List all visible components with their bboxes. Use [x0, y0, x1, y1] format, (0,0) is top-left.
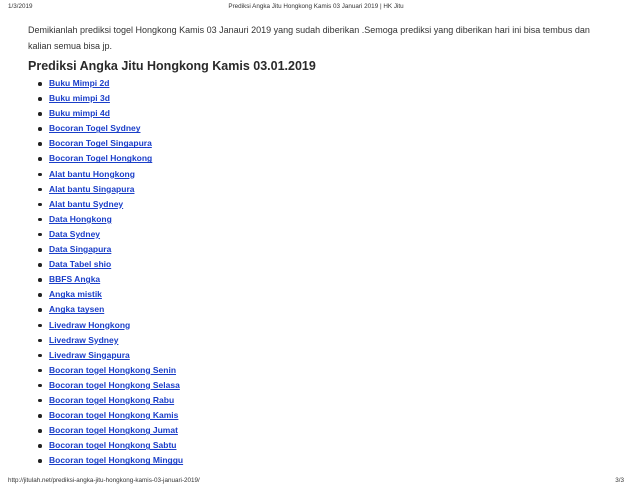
list-item	[34, 348, 183, 363]
list-item	[34, 287, 183, 302]
intro-paragraph: Demikianlah prediksi togel Hongkong Kamis 03 Janauri 2019 yang sudah diberikan .Semoga prediksi yang diberikan hari ini bisa tembus dan kalian semua bisa jp.	[28, 25, 590, 51]
link-buku-mimpi-2d[interactable]: Buku Mimpi 2d	[49, 78, 110, 88]
list-item	[34, 393, 183, 408]
list-item	[34, 167, 183, 182]
list-item	[34, 318, 183, 333]
link-data-hongkong[interactable]: Data Hongkong	[49, 213, 112, 224]
link-livedraw-singapura[interactable]: Livedraw Singapura	[49, 349, 130, 360]
list-item	[34, 212, 183, 227]
link-bocoran-hongkong-sabtu[interactable]: Bocoran togel Hongkong Sabtu	[49, 440, 177, 451]
list-item	[34, 453, 183, 468]
link-list	[34, 76, 183, 468]
list-item	[34, 378, 183, 393]
list-item	[34, 182, 183, 197]
link-buku-mimpi-3d[interactable]: Buku mimpi 3d	[49, 93, 110, 104]
list-item	[34, 197, 183, 212]
list-item	[34, 91, 183, 106]
link-bocoran-hongkong-minggu[interactable]: Bocoran togel Hongkong Minggu	[49, 455, 184, 466]
list-item	[34, 272, 183, 287]
list-item	[34, 423, 183, 438]
list-item	[34, 257, 183, 272]
print-header	[8, 3, 624, 13]
link-bocoran-hongkong-kamis[interactable]: Bocoran togel Hongkong Kamis	[49, 410, 179, 421]
list-item	[34, 333, 183, 348]
link-data-tabel-shio[interactable]: Data Tabel shio	[49, 259, 112, 270]
link-bocoran-hongkong-selasa[interactable]: Bocoran togel Hongkong Selasa	[49, 379, 180, 390]
link-bocoran-hongkong-jumat[interactable]: Bocoran togel Hongkong Jumat	[49, 425, 178, 436]
list-item	[34, 242, 183, 257]
link-bocoran-togel-sydney[interactable]: Bocoran Togel Sydney	[49, 123, 141, 134]
link-livedraw-sydney[interactable]: Livedraw Sydney	[49, 334, 119, 345]
link-bbfs-angka[interactable]: BBFS Angka	[49, 274, 101, 285]
list-item	[34, 438, 183, 453]
link-bocoran-togel-hongkong[interactable]: Bocoran Togel Hongkong	[49, 153, 153, 164]
print-page-number: 3/3	[615, 477, 624, 484]
link-alat-bantu-hongkong[interactable]: Alat bantu Hongkong	[49, 168, 135, 179]
link-buku-mimpi-4d[interactable]: Buku mimpi 4d	[49, 108, 110, 119]
print-footer	[8, 477, 624, 487]
link-angka-mistik[interactable]: Angka mistik	[49, 289, 102, 300]
link-livedraw-hongkong[interactable]: Livedraw Hongkong	[49, 319, 131, 330]
link-bocoran-hongkong-senin[interactable]: Bocoran togel Hongkong Senin	[49, 364, 177, 375]
list-item	[34, 121, 183, 136]
list-item	[34, 136, 183, 151]
link-data-sydney[interactable]: Data Sydney	[49, 228, 101, 239]
link-bocoran-hongkong-rabu[interactable]: Bocoran togel Hongkong Rabu	[49, 394, 175, 405]
list-item	[34, 76, 183, 91]
list-item	[34, 227, 183, 242]
link-alat-bantu-sydney[interactable]: Alat bantu Sydney	[49, 198, 124, 209]
section-heading: Prediksi Angka Jitu Hongkong Kamis 03.01.2019	[28, 59, 316, 73]
print-page-title: Prediksi Angka Jitu Hongkong Kamis 03 Januari 2019 | HK Jitu	[228, 3, 404, 10]
list-item	[34, 363, 183, 378]
list-item	[34, 151, 183, 166]
link-bocoran-togel-singapura[interactable]: Bocoran Togel Singapura	[49, 138, 152, 149]
link-angka-taysen[interactable]: Angka taysen	[49, 304, 105, 315]
link-data-singapura[interactable]: Data Singapura	[49, 244, 112, 255]
link-alat-bantu-singapura[interactable]: Alat bantu Singapura	[49, 183, 135, 194]
print-url: http://jitulah.net/prediksi-angka-jitu-hongkong-kamis-03-januari-2019/	[8, 477, 200, 484]
list-item	[34, 302, 183, 317]
list-item	[34, 408, 183, 423]
list-item	[34, 106, 183, 121]
print-date: 1/3/2019	[8, 3, 33, 10]
